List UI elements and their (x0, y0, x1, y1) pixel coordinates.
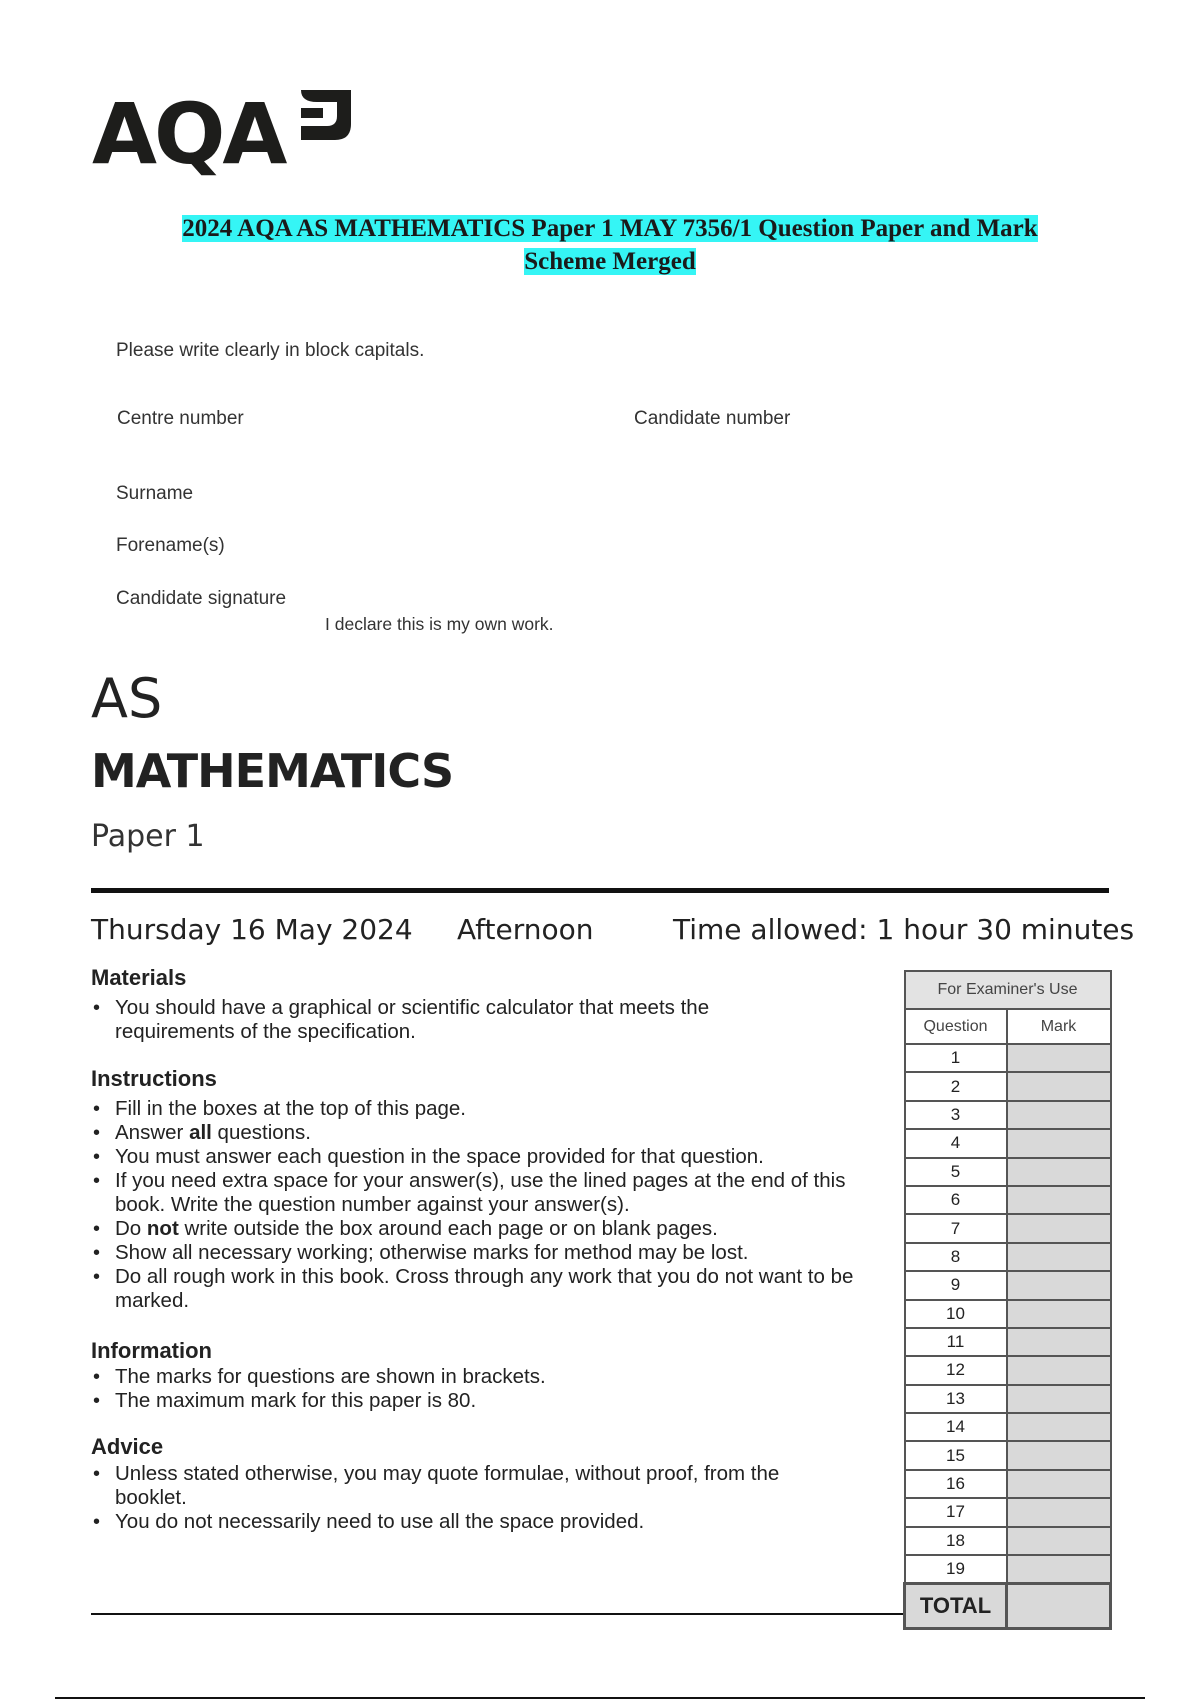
table-header-row (905, 971, 1111, 1009)
question-number-cell: 9 (905, 1271, 1007, 1299)
question-number-cell: 8 (905, 1243, 1007, 1271)
table-row (905, 1470, 1111, 1498)
list-item: • Fill in the boxes at the top of this page. (91, 1097, 881, 1121)
question-number-cell: 6 (905, 1186, 1007, 1214)
declaration-text: I declare this is my own work. (325, 614, 554, 634)
list-item: • Answer all questions. (91, 1121, 881, 1145)
candidate-number-label: Candidate number (634, 408, 791, 429)
list-item: • You do not necessarily need to use all the space provided. (91, 1510, 811, 1534)
footer-rule (91, 1613, 903, 1615)
table-row (905, 1072, 1111, 1100)
question-number-cell: 19 (905, 1555, 1007, 1584)
table-row (905, 1555, 1111, 1584)
exam-session: Afternoon (457, 913, 594, 946)
header-rule (91, 888, 1109, 893)
instructions-heading: Instructions (91, 1066, 217, 1091)
information-heading: Information (91, 1338, 212, 1363)
question-column-header: Question (905, 1009, 1007, 1044)
question-number-cell: 1 (905, 1044, 1007, 1072)
table-row (905, 1101, 1111, 1129)
table-row (905, 1328, 1111, 1356)
table-row (905, 1385, 1111, 1413)
examiner-use-table (903, 970, 1112, 1630)
question-number-cell: 13 (905, 1385, 1007, 1413)
mark-cell[interactable] (1007, 1413, 1111, 1441)
question-number-cell: 10 (905, 1300, 1007, 1328)
list-item: • You should have a graphical or scientific calculator that meets the requirements of the specification. (91, 996, 791, 1044)
question-number-cell: 18 (905, 1527, 1007, 1555)
information-section (91, 1365, 881, 1413)
list-item: • If you need extra space for your answer(s), use the lined pages at the end of this book. Write the question number against your answer(s). (91, 1169, 881, 1217)
materials-list (91, 996, 791, 1044)
candidate-signature-label: Candidate signature (116, 588, 287, 609)
question-number-cell: 12 (905, 1356, 1007, 1384)
mark-cell[interactable] (1007, 1441, 1111, 1469)
block-capitals-instruction: Please write clearly in block capitals. (116, 340, 425, 361)
question-number-cell: 5 (905, 1158, 1007, 1186)
mark-cell[interactable] (1007, 1527, 1111, 1555)
table-column-row (905, 1009, 1111, 1044)
aqa-logo-text: AQA (92, 85, 285, 183)
question-number-cell: 15 (905, 1441, 1007, 1469)
mark-cell[interactable] (1007, 1555, 1111, 1584)
advice-section (91, 1462, 811, 1534)
table-row (905, 1158, 1111, 1186)
mark-cell[interactable] (1007, 1158, 1111, 1186)
list-item: • The maximum mark for this paper is 80. (91, 1389, 881, 1413)
mark-cell[interactable] (1007, 1470, 1111, 1498)
forenames-label: Forename(s) (116, 535, 225, 556)
total-label: TOTAL (905, 1584, 1007, 1629)
mark-cell[interactable] (1007, 1243, 1111, 1271)
instructions-section (91, 1097, 881, 1313)
table-row (905, 1186, 1111, 1214)
examiner-use-title: For Examiner's Use (905, 971, 1111, 1009)
mark-cell[interactable] (1007, 1214, 1111, 1242)
centre-number-label: Centre number (117, 408, 244, 429)
table-row (905, 1441, 1111, 1469)
document-title-line-1: 2024 AQA AS MATHEMATICS Paper 1 MAY 7356/1 Question Paper and Mark (182, 215, 1038, 242)
question-number-cell: 2 (905, 1072, 1007, 1100)
paper-number: Paper 1 (91, 819, 205, 854)
mark-cell[interactable] (1007, 1129, 1111, 1157)
subject-level: AS (91, 667, 163, 730)
table-row (905, 1129, 1111, 1157)
aqa-logo (92, 86, 362, 186)
list-item: • Unless stated otherwise, you may quote formulae, without proof, from the booklet. (91, 1462, 811, 1510)
mark-cell[interactable] (1007, 1101, 1111, 1129)
aqa-logo-mark-icon (297, 86, 355, 144)
subject-name: MATHEMATICS (91, 744, 454, 798)
question-number-cell: 4 (905, 1129, 1007, 1157)
question-number-cell: 17 (905, 1498, 1007, 1526)
table-row (905, 1243, 1111, 1271)
document-title-line-2: Scheme Merged (524, 248, 696, 275)
surname-label: Surname (116, 483, 194, 504)
page-bottom-rule (55, 1697, 1145, 1699)
time-allowed: Time allowed: 1 hour 30 minutes (673, 913, 1135, 946)
list-item: • Do all rough work in this book. Cross through any work that you do not want to be marked. (91, 1265, 881, 1313)
document-title (100, 212, 1120, 278)
total-row (905, 1584, 1111, 1629)
question-number-cell: 16 (905, 1470, 1007, 1498)
mark-cell[interactable] (1007, 1328, 1111, 1356)
question-number-cell: 3 (905, 1101, 1007, 1129)
mark-cell[interactable] (1007, 1300, 1111, 1328)
question-number-cell: 11 (905, 1328, 1007, 1356)
list-item: • Do not write outside the box around each page or on blank pages. (91, 1217, 881, 1241)
information-list (91, 1365, 881, 1413)
table-row (905, 1527, 1111, 1555)
list-item: • You must answer each question in the space provided for that question. (91, 1145, 881, 1169)
table-row (905, 1300, 1111, 1328)
mark-cell[interactable] (1007, 1044, 1111, 1072)
mark-cell[interactable] (1007, 1072, 1111, 1100)
mark-cell[interactable] (1007, 1356, 1111, 1384)
question-number-cell: 7 (905, 1214, 1007, 1242)
advice-list (91, 1462, 811, 1534)
total-mark-cell[interactable] (1007, 1584, 1111, 1629)
mark-cell[interactable] (1007, 1271, 1111, 1299)
table-row (905, 1271, 1111, 1299)
table-row (905, 1214, 1111, 1242)
mark-cell[interactable] (1007, 1498, 1111, 1526)
list-item: • The marks for questions are shown in brackets. (91, 1365, 881, 1389)
question-number-cell: 14 (905, 1413, 1007, 1441)
table-row (905, 1356, 1111, 1384)
materials-section (91, 996, 791, 1044)
materials-heading: Materials (91, 965, 187, 990)
mark-cell[interactable] (1007, 1186, 1111, 1214)
table-row (905, 1413, 1111, 1441)
exam-date: Thursday 16 May 2024 (91, 913, 413, 946)
table-row (905, 1044, 1111, 1072)
instructions-list (91, 1097, 881, 1313)
list-item: • Show all necessary working; otherwise marks for method may be lost. (91, 1241, 881, 1265)
table-row (905, 1498, 1111, 1526)
mark-column-header: Mark (1007, 1009, 1111, 1044)
mark-cell[interactable] (1007, 1385, 1111, 1413)
advice-heading: Advice (91, 1434, 164, 1459)
